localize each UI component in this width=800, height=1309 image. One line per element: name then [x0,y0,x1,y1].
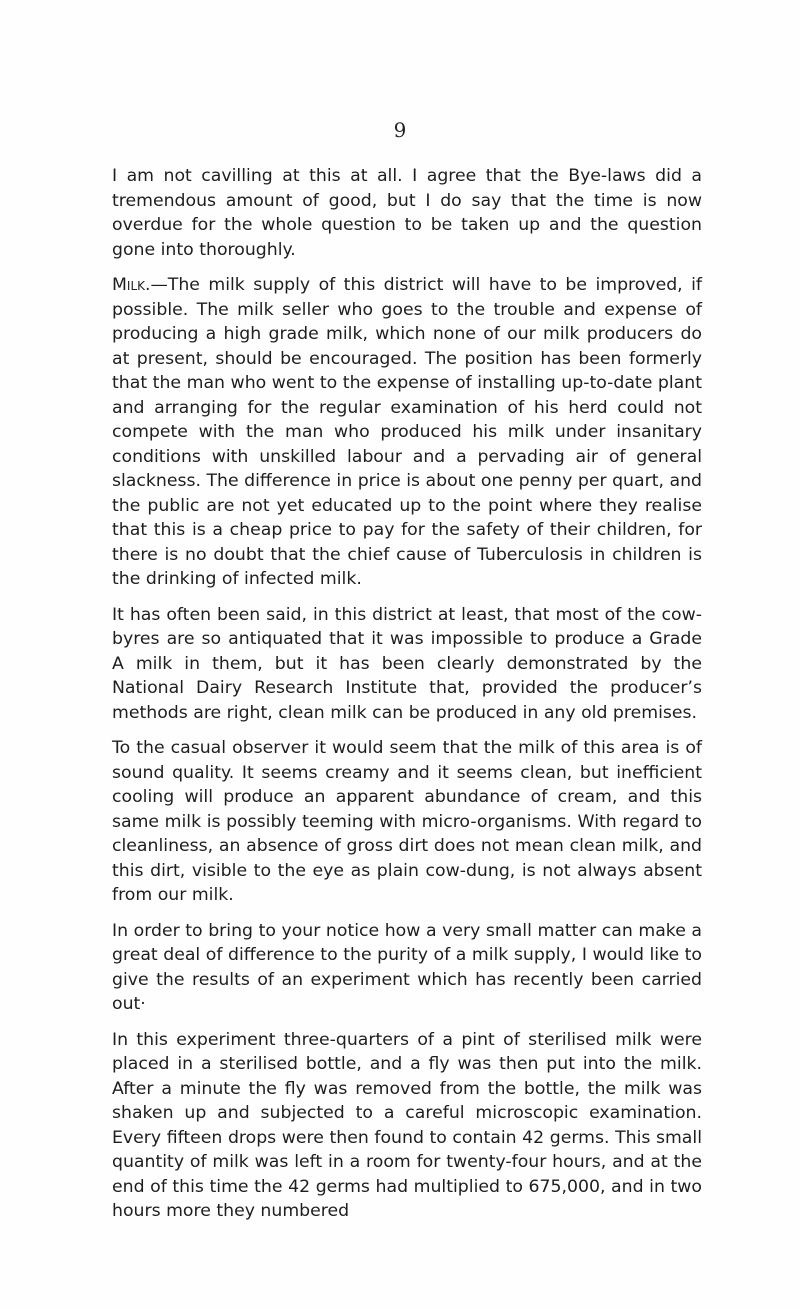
document-body [112,164,702,1235]
section-lead-milk: Milk. [112,275,151,295]
paragraph-milk-text: —The milk supply of this district will have to be improved, if possible. The milk seller who goes to the trouble and expense of producing a high grade milk, which none of our milk producers do at present, should be encouraged. The position has been formerly that the man who went to the expense of installing up-to-date plant and arranging for the regular examination of his herd could not compete with the man who produced his milk under insanitary conditions with unskilled labour and a pervading air of general slackness. The difference in price is about one penny per quart, and the public are not yet educated up to the point where they realise that this is a cheap price to pay for the safety of their children, for there is no doubt that the chief cause of Tuberculosis in children is the drinking of infected milk. [112,275,702,589]
paragraph-experiment-intro: In order to bring to your notice how a very small matter can make a great deal of difference to the purity of a milk supply, I would like to give the results of an experiment which has recently been carried out· [112,920,702,1014]
paragraph-experiment: In this experiment three-quarters of a pint of sterilised milk were placed in a sterilised bottle, and a fly was then put into the milk. After a minute the fly was removed from the bottle, the milk was shaken up and subjected to a careful microscopic examination. Every fifteen drops were then found to contain 42 germs. This small quantity of milk was left in a room for twenty-four hours, and at the end of this time the 42 germs had multiplied to 675,000, and in two hours more they numbered [112,1029,702,1221]
paragraph-milk [112,273,702,592]
paragraph-bye-laws: I am not cavilling at this at all. I agree that the Bye-laws did a tremendous amount of good, but I do say that the time is now overdue for the whole question to be taken up and the question gone into thoroughly. [112,166,702,260]
paragraph-cow-byres: It has often been said, in this district at least, that most of the cow-byres are so antiquated that it was impossible to produce a Grade A milk in them, but it has been clearly demonstrated by the National Dairy Research Institute that, provided the producer’s methods are right, clean milk can be produced in any old premises. [112,604,702,723]
paragraph-casual-observer: To the casual observer it would seem that the milk of this area is of sound quality. It seems creamy and it seems clean, but inefficient cooling will produce an apparent abundance of cream, and this same milk is possibly teeming with micro-organisms. With regard to cleanliness, an absence of gross dirt does not mean clean milk, and this dirt, visible to the eye as plain cow-dung, is not always absent from our milk. [112,738,702,905]
page-number: 9 [393,118,407,142]
